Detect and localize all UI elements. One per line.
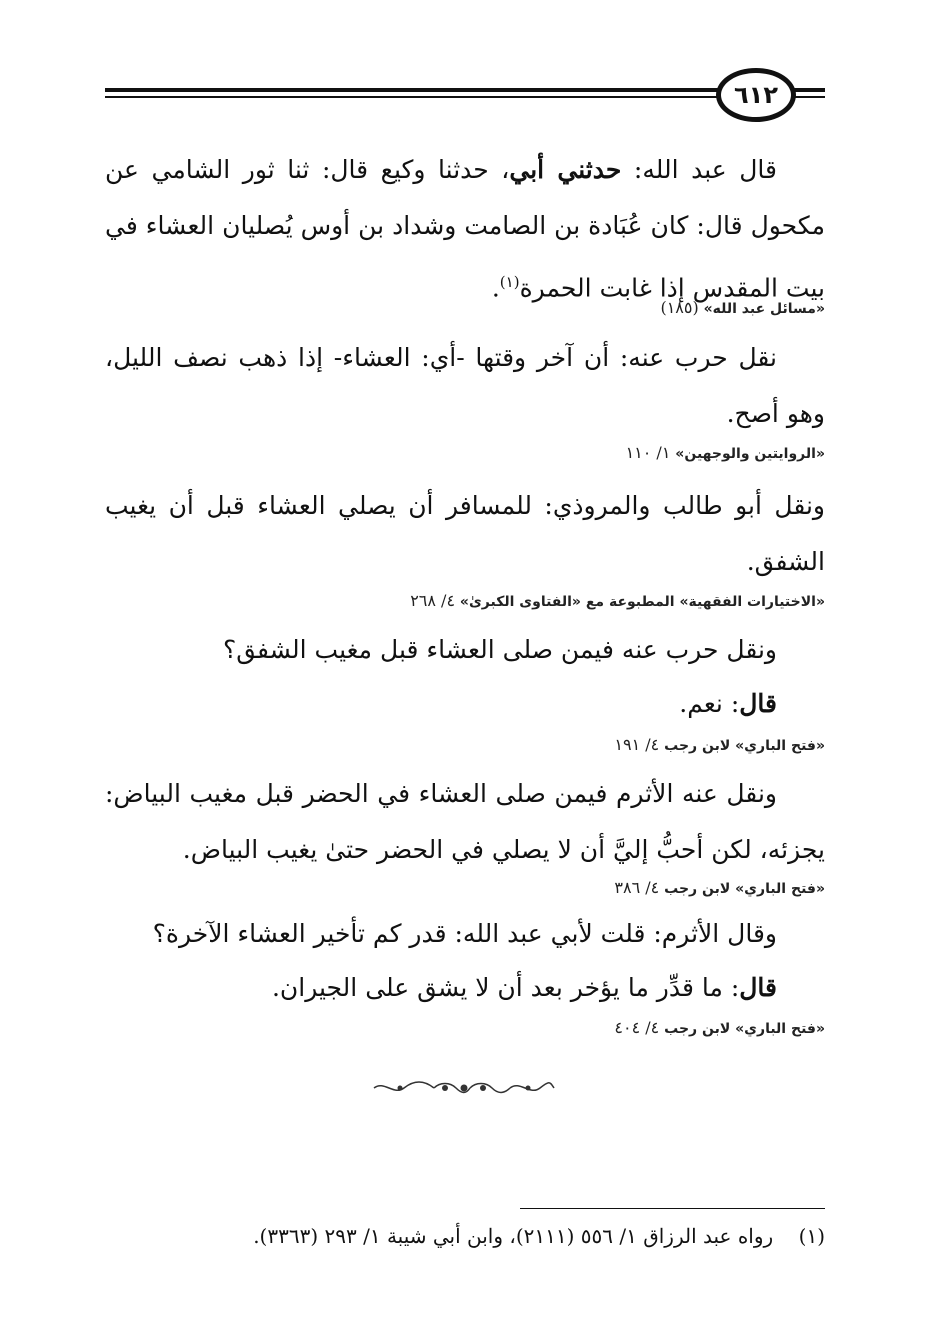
footnote-ref: (١): [499, 273, 520, 291]
paragraph-text: : ما قدِّر ما يؤخر بعد أن لا يشق على الجيران.: [271, 973, 740, 1002]
footnote-text: رواه عبد الرزاق ١/ ٥٥٦ (٢١١١)، وابن أبي شيبة ١/ ٢٩٣ (٣٣٦٣).: [253, 1224, 774, 1248]
paragraph-text: ونقل أبو طالب والمروذي: للمسافر أن يصلي العشاء قبل أن يغيب الشفق.: [105, 491, 825, 576]
ornament-divider: [370, 1078, 558, 1098]
source-reference: ١/ ١١٠: [625, 443, 671, 462]
source-reference: (١٨٥): [660, 298, 699, 317]
paragraph: [105, 960, 825, 1016]
speaker-label: حدثني أبي: [509, 155, 622, 184]
source-citation: [105, 591, 825, 610]
source-title: «فتح الباري» لابن رجب: [664, 738, 825, 754]
speaker-label: قال: [739, 973, 777, 1002]
source-citation: [105, 735, 825, 754]
paragraph-text: وقال الأثرم: قلت لأبي عبد الله: قدر كم تأخير العشاء الآخرة؟: [152, 919, 777, 948]
source-reference: ٤/ ٣٨٦: [614, 878, 660, 897]
paragraph-text: ، حدثنا وكيع قال: ثنا ثور الشامي عن مكحول قال: كان عُبَادة بن الصامت وشداد بن أوس يُصليان العشاء في بيت المقدس إذا غابت الحمرة: [105, 155, 825, 303]
speaker-label: قال: [739, 689, 777, 718]
source-citation: [105, 1018, 825, 1037]
paragraph-text: .: [491, 273, 500, 303]
paragraph-text: ونقل حرب عنه فيمن صلى العشاء قبل مغيب الشفق؟: [222, 635, 777, 664]
paragraph: [105, 330, 825, 442]
paragraph: [105, 622, 825, 678]
footnote-separator: [520, 1208, 825, 1209]
source-reference: ٤/ ٤٠٤: [614, 1018, 660, 1037]
source-title: «فتح الباري» لابن رجب: [664, 1021, 825, 1037]
paragraph-text: قال عبد الله:: [621, 155, 777, 184]
source-title: «الروايتين والوجهين»: [675, 446, 825, 462]
source-reference: ٤/ ٢٦٨: [410, 591, 456, 610]
source-title: «مسائل عبد الله»: [703, 301, 825, 317]
paragraph: [105, 676, 825, 732]
source-title: «الاختيارات الفقهية» المطبوعة مع «الفتاوى الكبرىٰ»: [459, 594, 825, 610]
page-number: ٦١٢: [716, 68, 796, 122]
source-citation: [105, 298, 825, 317]
paragraph-text: : نعم.: [679, 689, 740, 718]
paragraph-text: ونقل عنه الأثرم فيمن صلى العشاء في الحضر قبل مغيب البياض: يجزئه، لكن أحبُّ إليَّ أن لا يصلي في الحضر حتىٰ يغيب البياض.: [105, 779, 825, 864]
paragraph-text: نقل حرب عنه: أن آخر وقتها -أي: العشاء- إذا ذهب نصف الليل، وهو أصح.: [105, 343, 825, 428]
paragraph: [105, 766, 825, 878]
source-citation: [105, 878, 825, 897]
footnote-marker: (١): [798, 1224, 825, 1248]
footnote: [105, 1220, 825, 1252]
source-reference: ٤/ ١٩١: [614, 735, 660, 754]
paragraph: [105, 478, 825, 590]
source-citation: [105, 443, 825, 462]
paragraph: [105, 906, 825, 962]
paragraph: [105, 142, 825, 316]
source-title: «فتح الباري» لابن رجب: [664, 881, 825, 897]
